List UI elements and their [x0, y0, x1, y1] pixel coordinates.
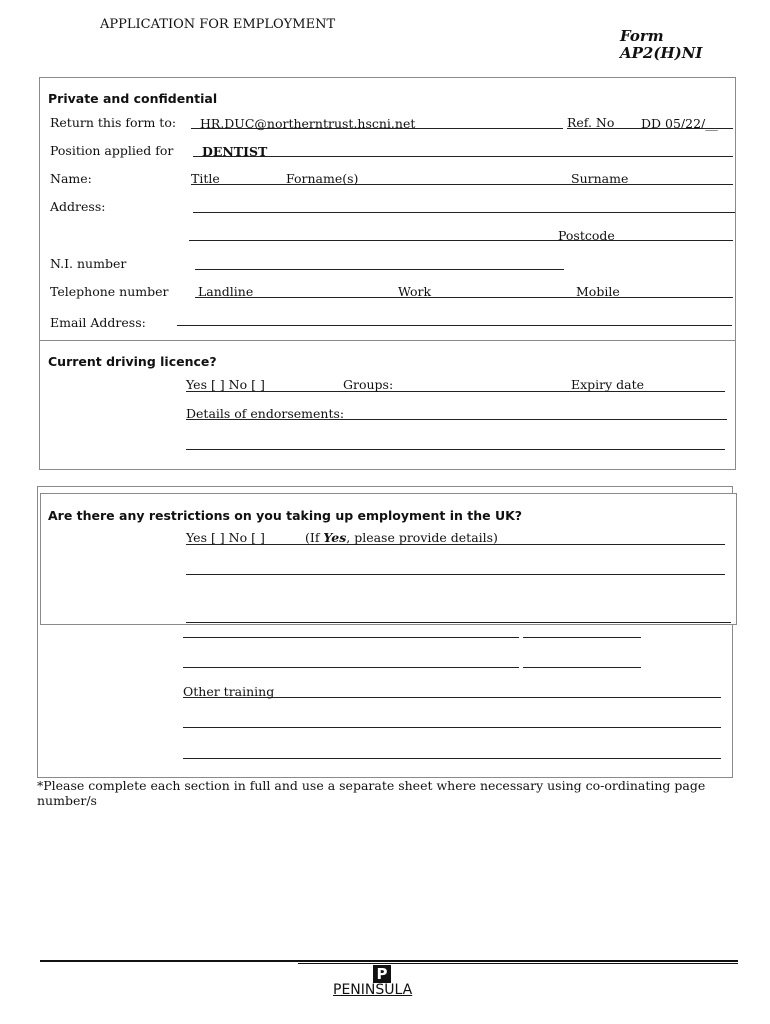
- email-label: Email Address:: [50, 315, 146, 330]
- position-label: Position applied for: [50, 143, 174, 158]
- form-code-block: [620, 28, 702, 62]
- address-line-1[interactable]: [193, 212, 735, 213]
- if-suffix: , please provide details): [346, 530, 498, 545]
- position-line: [193, 156, 733, 157]
- surname-label: Surname: [571, 171, 629, 186]
- driving-licence-heading: Current driving licence?: [48, 354, 217, 369]
- return-email-value[interactable]: HR.DUC@northerntrust.hscni.net: [200, 116, 416, 131]
- footnote: *Please complete each section in full and use a separate sheet where necessary using co-ordinating page number/s: [37, 778, 706, 808]
- name-line: [191, 184, 733, 185]
- private-confidential-heading: Private and confidential: [48, 91, 218, 106]
- name-label: Name:: [50, 171, 92, 186]
- landline-label: Landline: [198, 284, 254, 299]
- restrictions-line-3[interactable]: [186, 622, 731, 623]
- telephone-label: Telephone number: [50, 284, 169, 299]
- ni-number-line[interactable]: [195, 269, 564, 270]
- form-code: AP2(H)NI: [620, 44, 703, 62]
- training-line-2a[interactable]: [183, 667, 519, 668]
- groups-label: Groups:: [343, 377, 394, 392]
- footer-rule-thin: [298, 963, 738, 964]
- if-yes-emphasis: Yes: [323, 530, 347, 545]
- restrictions-if-yes: [305, 531, 498, 545]
- restrictions-heading: Are there any restrictions on you taking up employment in the UK?: [48, 508, 523, 523]
- peninsula-logo-icon: P: [373, 965, 391, 983]
- endorsements-label: Details of endorsements:: [186, 406, 345, 421]
- other-training-line-3[interactable]: [183, 758, 721, 759]
- form-label: Form: [620, 27, 664, 45]
- peninsula-brand: PENINSULA: [333, 982, 413, 998]
- address-label: Address:: [50, 199, 106, 214]
- postcode-label: Postcode: [558, 228, 615, 243]
- form-title: APPLICATION FOR EMPLOYMENT: [100, 17, 336, 32]
- position-value[interactable]: DENTIST: [202, 144, 268, 159]
- other-training-line-2[interactable]: [183, 727, 721, 728]
- training-line-1b[interactable]: [523, 637, 641, 638]
- work-label: Work: [398, 284, 432, 299]
- if-prefix: (If: [305, 530, 324, 545]
- training-line-1a[interactable]: [183, 637, 519, 638]
- ref-no-value[interactable]: DD 05/22/__: [641, 116, 718, 131]
- driving-line: [186, 391, 725, 392]
- other-training-label: Other training: [183, 684, 275, 699]
- driving-yes-no[interactable]: Yes [ ] No [ ]: [186, 377, 265, 392]
- footer-rule-thick: [40, 960, 738, 962]
- forename-label: Forname(s): [286, 171, 359, 186]
- mobile-label: Mobile: [576, 284, 620, 299]
- return-form-label: Return this form to:: [50, 115, 177, 130]
- restrictions-line-2[interactable]: [186, 574, 725, 575]
- endorsements-line-2[interactable]: [186, 449, 725, 450]
- restrictions-yes-no[interactable]: Yes [ ] No [ ]: [186, 530, 265, 545]
- title-label: Title: [191, 171, 220, 186]
- ni-number-label: N.I. number: [50, 256, 127, 271]
- training-line-2b[interactable]: [523, 667, 641, 668]
- expiry-date-label: Expiry date: [571, 377, 645, 392]
- address-line-2[interactable]: [189, 240, 733, 241]
- email-line[interactable]: [177, 325, 732, 326]
- telephone-line[interactable]: [195, 297, 733, 298]
- ref-no-label: Ref. No: [567, 115, 615, 130]
